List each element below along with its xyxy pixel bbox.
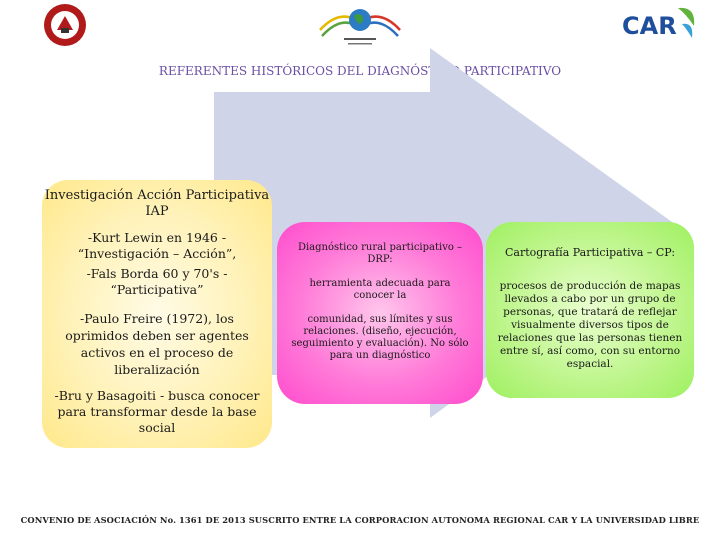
iap-item-lewin: -Kurt Lewin en 1946 - “Investigación – Acción”, <box>77 230 237 261</box>
page-title: REFERENTES HISTÓRICOS DEL DIAGNÓSTICO PARTICIPATIVO <box>158 64 562 78</box>
cp-body: procesos de producción de mapas llevados a cabo por un grupo de personas, que tratará de reflejar visualmente diversos tipos de relaciones que las personas tienen entre sí, así como, con su entorno espacial. <box>497 280 683 370</box>
iap-item-fals-borda: -Fals Borda 60 y 70's - “Participativa” <box>86 266 228 297</box>
drp-heading: Diagnóstico rural participativo – DRP: <box>297 242 463 265</box>
iap-heading: Investigación Acción Participativa IAP <box>44 188 270 219</box>
drp-box <box>277 222 483 404</box>
iap-item-bru-basagoiti: -Bru y Basagoiti - busca conocer para transformar desde la base social <box>54 388 260 435</box>
cp-heading: Cartografía Participativa – CP: <box>504 246 676 259</box>
iap-box <box>42 180 272 448</box>
footer-text: CONVENIO DE ASOCIACIÓN No. 1361 DE 2013 SUSCRITO ENTRE LA CORPORACION AUTONOMA REGIONAL CAR Y LA UNIVERSIDAD LIBRE <box>20 515 700 525</box>
iap-item-freire: -Paulo Freire (1972), los oprimidos deben ser agentes activos en el proceso de liberalización <box>65 311 249 377</box>
drp-line-1: herramienta adecuada para conocer la <box>309 278 451 301</box>
drp-line-2: comunidad, sus límites y sus relaciones. (diseño, ejecución, seguimiento y evaluación). No sólo para un diagnóstico <box>291 314 469 361</box>
cp-box <box>486 222 694 398</box>
car-logo-text: CAR <box>622 12 677 40</box>
